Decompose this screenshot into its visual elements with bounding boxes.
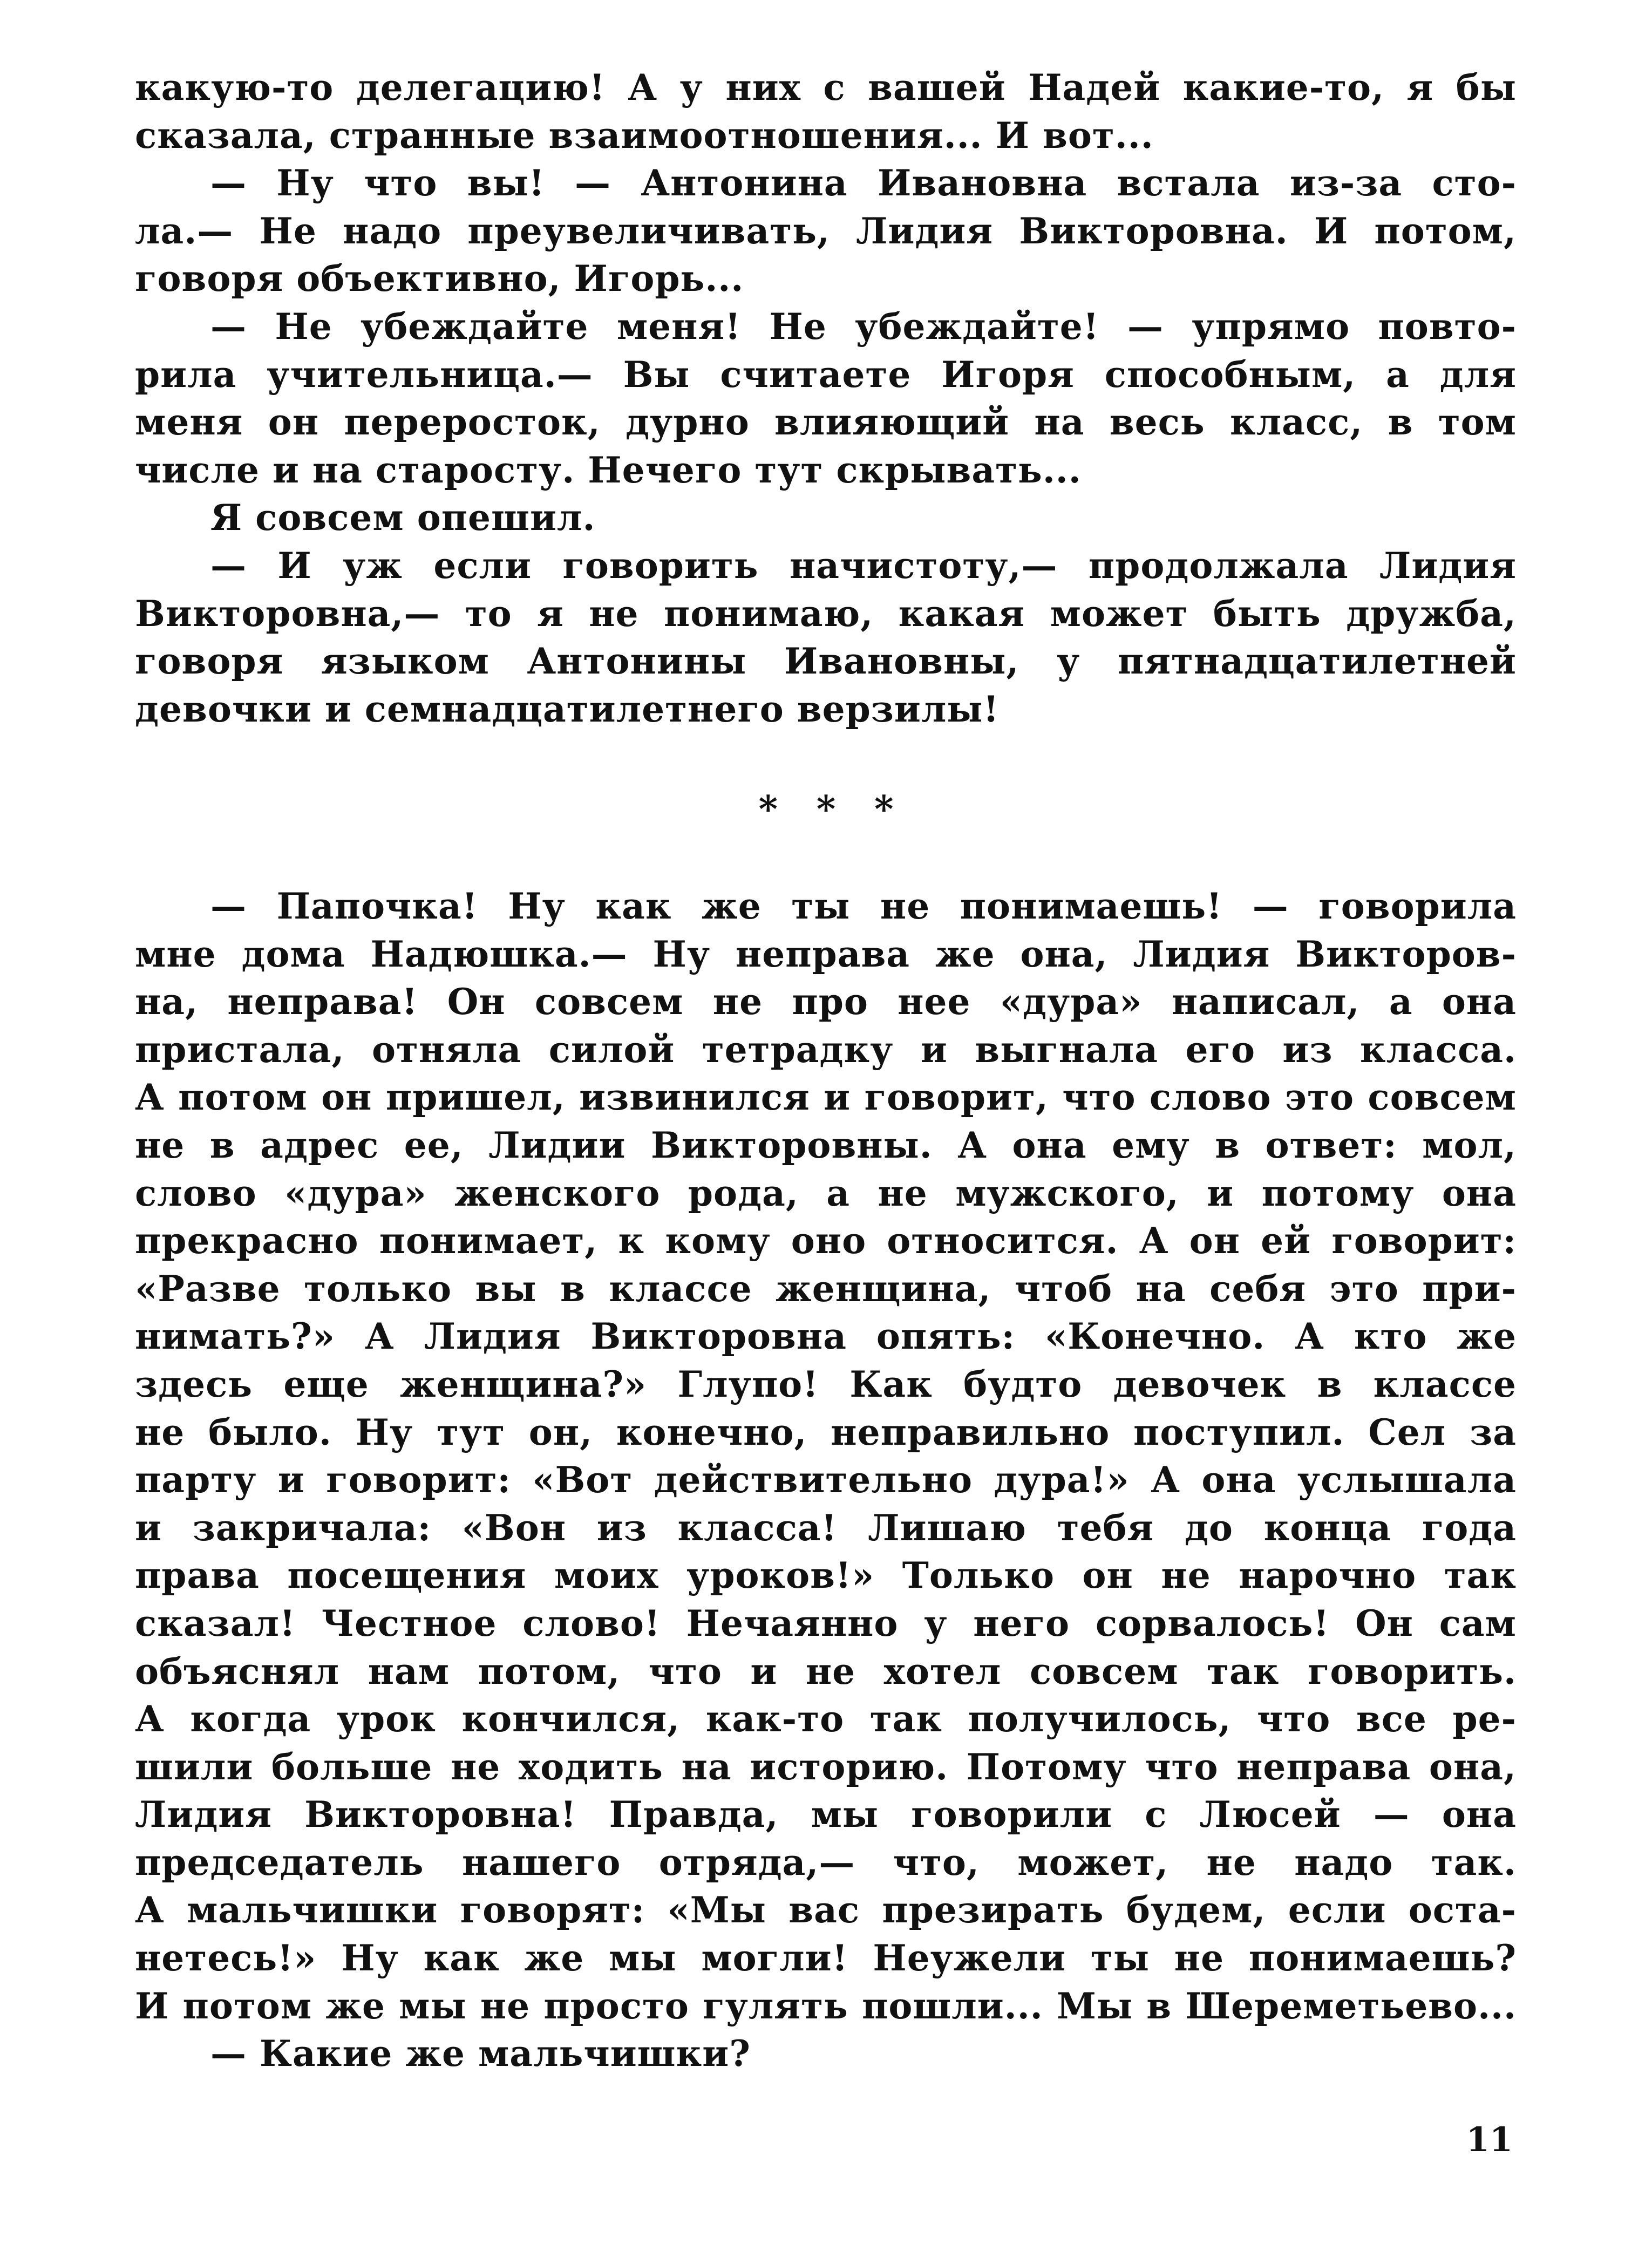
text-line: и закричала: «Вон из класса! Лишаю тебя до конца года xyxy=(135,1506,1517,1549)
text-line: — Ну что вы! — Антонина Ивановна встала из-за сто- xyxy=(210,162,1517,205)
text-line: говоря языком Антонины Ивановны, у пятнадцатилетней xyxy=(135,640,1517,683)
text-block-top xyxy=(135,64,1517,733)
text-line: «Разве только вы в классе женщина, чтоб на себя это при- xyxy=(135,1267,1517,1310)
text-line: сказал! Честное слово! Нечаянно у него сорвалось! Он сам xyxy=(135,1602,1517,1644)
text-line: меня он переросток, дурно влияющий на весь класс, в том xyxy=(135,401,1517,444)
text-line: — Какие же мальчишки? xyxy=(210,2032,751,2075)
text-line: И потом же мы не просто гулять пошли... Мы в Шереметьево... xyxy=(135,1984,1517,2027)
text-line: объяснял нам потом, что и не хотел совсем так говорить. xyxy=(135,1650,1517,1692)
text-line: права посещения моих уроков!» Только он не нарочно так xyxy=(135,1554,1517,1597)
text-line: Лидия Викторовна! Правда, мы говорили с Люсей — она xyxy=(135,1793,1517,1836)
text-line: нимать?» А Лидия Викторовна опять: «Конечно. А кто же xyxy=(135,1315,1517,1358)
text-line: шили больше не ходить на историю. Потому что неправа она, xyxy=(135,1745,1517,1788)
text-line: говоря объективно, Игорь... xyxy=(135,257,744,300)
text-line: А мальчишки говорят: «Мы вас презирать будем, если оста- xyxy=(135,1889,1517,1932)
text-line: мне дома Надюшка.— Ну неправа же она, Лидия Викторов- xyxy=(135,933,1517,975)
page-number: 11 xyxy=(1466,2120,1513,2159)
text-line: Я совсем опешил. xyxy=(210,497,596,539)
text-line: не в адрес ее, Лидии Викторовны. А она ему в ответ: мол, xyxy=(135,1124,1517,1166)
text-line: сказала, странные взаимоотношения... И вот... xyxy=(135,114,1154,157)
text-line: председатель нашего отряда,— что, может, не надо так. xyxy=(135,1841,1517,1883)
text-line: рила учительница.— Вы считаете Игоря способным, а для xyxy=(135,353,1517,396)
text-line: пристала, отняла силой тетрадку и выгнала его из класса. xyxy=(135,1028,1517,1071)
text-line: нетесь!» Ну как же мы могли! Неужели ты не понимаешь? xyxy=(135,1937,1517,1980)
text-line: не было. Ну тут он, конечно, неправильно поступил. Сел за xyxy=(135,1411,1517,1453)
text-line: — Папочка! Ну как же ты не понимаешь! — говорила xyxy=(210,885,1517,927)
text-line: какую-то делегацию! А у них с вашей Надей какие-то, я бы xyxy=(135,66,1517,108)
text-line: А когда урок кончился, как-то так получилось, что все ре- xyxy=(135,1698,1517,1740)
text-line: прекрасно понимает, к кому оно относится. А он ей говорит: xyxy=(135,1220,1517,1262)
text-line: А потом он пришел, извинился и говорит, что слово это совсем xyxy=(135,1076,1517,1119)
text-line: парту и говорит: «Вот действительно дура!» А она услышала xyxy=(135,1459,1517,1501)
text-line: числе и на старосту. Нечего тут скрывать... xyxy=(135,448,1082,491)
text-block-bottom xyxy=(135,882,1517,2078)
text-line: здесь еще женщина?» Глупо! Как будто девочек в классе xyxy=(135,1363,1517,1405)
text-line: — И уж если говорить начистоту,— продолжала Лидия xyxy=(210,544,1517,587)
section-separator: * * * xyxy=(758,788,894,831)
text-line: на, неправа! Он совсем не про нее «дура» написал, а она xyxy=(135,981,1517,1023)
text-line: слово «дура» женского рода, а не мужского, и потому она xyxy=(135,1172,1517,1214)
text-line: — Не убеждайте меня! Не убеждайте! — упрямо повто- xyxy=(210,305,1517,348)
text-line: ла.— Не надо преувеличивать, Лидия Викторовна. И потом, xyxy=(135,209,1517,252)
text-line: девочки и семнадцатилетнего верзилы! xyxy=(135,688,1000,730)
text-line: Викторовна,— то я не понимаю, какая может быть дружба, xyxy=(135,592,1517,635)
